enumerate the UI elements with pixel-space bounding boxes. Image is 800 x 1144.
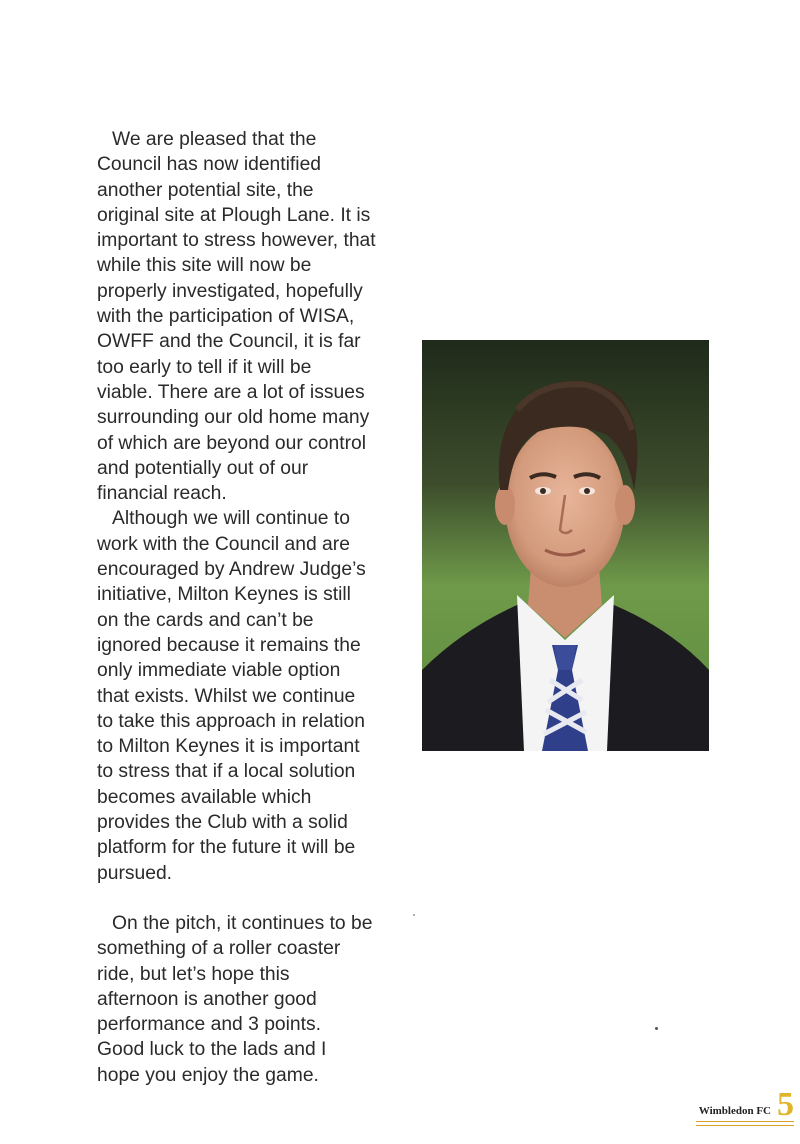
text-line: original site at Plough Lane. It is (97, 204, 371, 226)
text-line: ignored because it remains the (97, 634, 361, 656)
portrait-illustration (422, 340, 709, 751)
footer-rule (696, 1121, 794, 1126)
text-line: on the cards and can’t be (97, 609, 314, 631)
text-line: OWFF and the Council, it is far (97, 331, 361, 353)
text-line: properly investigated, hopefully (97, 280, 363, 302)
text-line: to Milton Keynes it is important (97, 736, 360, 758)
paragraph-3 (82, 911, 412, 1088)
text-line: of which are beyond our control (97, 432, 367, 454)
text-line: too early to tell if it will be (97, 356, 312, 378)
text-line: Council has now identified (97, 154, 322, 176)
text-line: viable. There are a lot of issues (97, 381, 365, 403)
text-line: initiative, Milton Keynes is still (97, 584, 351, 606)
text-line: On the pitch, it continues to be (112, 912, 373, 934)
text-line: to take this approach in relation (97, 710, 365, 732)
page-footer (698, 1086, 794, 1123)
text-line: platform for the future it will be (97, 837, 356, 859)
text-line: financial reach. (97, 483, 227, 505)
text-line: afternoon is another good (97, 988, 317, 1010)
text-line: Although we will continue to (112, 508, 350, 530)
text-line: performance and 3 points. (97, 1014, 322, 1036)
text-line: with the participation of WISA, (97, 306, 355, 328)
text-line: hope you enjoy the game. (97, 1064, 319, 1086)
text-line: pursued. (97, 862, 173, 884)
paragraph-1 (82, 127, 412, 506)
text-line: something of a roller coaster (97, 938, 341, 960)
text-line: while this site will now be (97, 255, 312, 277)
text-line: and potentially out of our (97, 457, 309, 479)
footer-club-name: Wimbledon FC (698, 1105, 771, 1117)
text-line: to stress that if a local solution (97, 761, 356, 783)
text-line: another potential site, the (97, 179, 314, 201)
text-line: only immediate viable option (97, 660, 341, 682)
text-line: important to stress however, that (97, 230, 376, 252)
text-line: encouraged by Andrew Judge’s (97, 559, 366, 581)
portrait-photo (422, 340, 709, 751)
page-number: 5 (777, 1086, 794, 1123)
print-speck (655, 1027, 658, 1030)
text-line: becomes available which (97, 786, 312, 808)
text-line: ride, but let’s hope this (97, 963, 290, 985)
article-body (82, 127, 412, 1088)
paragraph-2 (82, 506, 412, 885)
text-line: work with the Council and are (97, 533, 350, 555)
text-line: We are pleased that the (112, 129, 317, 150)
text-line: Good luck to the lads and I (97, 1039, 327, 1061)
text-line: provides the Club with a solid (97, 812, 348, 834)
text-line: surrounding our old home many (97, 407, 370, 429)
print-speck (413, 914, 415, 916)
text-line: that exists. Whilst we continue (97, 685, 356, 707)
